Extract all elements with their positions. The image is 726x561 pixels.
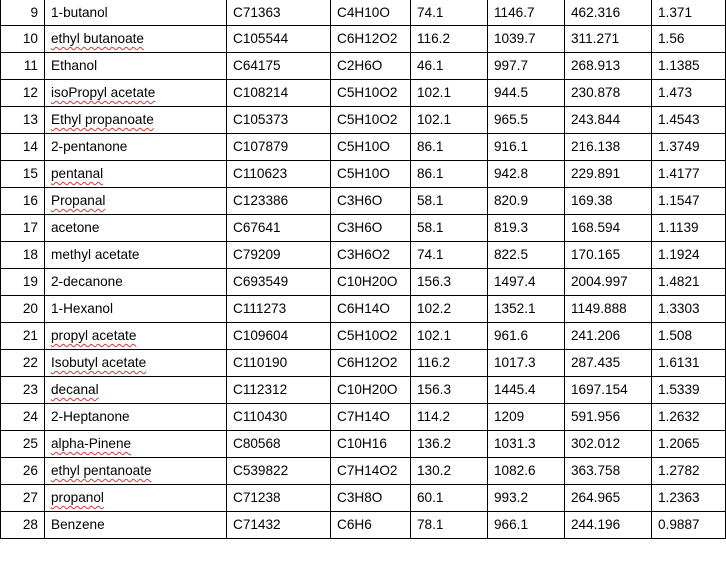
- cell-row-number[interactable]: 26: [1, 457, 45, 484]
- cell-drift-time[interactable]: 1.2363: [652, 484, 726, 511]
- cell-formula[interactable]: C10H20O: [331, 376, 411, 403]
- cell-compound-name[interactable]: [45, 322, 227, 349]
- cell-molecular-weight[interactable]: 102.1: [411, 106, 488, 133]
- cell-compound-name[interactable]: [45, 376, 227, 403]
- cell-cas-number[interactable]: C111273: [227, 295, 331, 322]
- compound-name-text: 2-Heptanone: [51, 409, 130, 424]
- table-row: [1, 349, 726, 376]
- cell-cas-number[interactable]: C110623: [227, 160, 331, 187]
- compound-name-text: acetone: [51, 220, 100, 235]
- cell-drift-time[interactable]: 1.56: [652, 25, 726, 52]
- cell-drift-time[interactable]: 1.1139: [652, 214, 726, 241]
- cell-retention-time[interactable]: 268.913: [565, 52, 652, 79]
- cell-drift-time[interactable]: 1.508: [652, 322, 726, 349]
- cell-formula[interactable]: C6H6: [331, 511, 411, 538]
- compound-name-text: Benzene: [51, 517, 105, 532]
- cell-molecular-weight[interactable]: 86.1: [411, 160, 488, 187]
- table-row: [1, 0, 726, 25]
- table-row: [1, 106, 726, 133]
- cell-cas-number[interactable]: C110430: [227, 403, 331, 430]
- compound-name-text: propyl acetate: [51, 328, 137, 343]
- cell-drift-time[interactable]: 1.5339: [652, 376, 726, 403]
- cell-molecular-weight[interactable]: 60.1: [411, 484, 488, 511]
- cell-formula[interactable]: C3H6O: [331, 214, 411, 241]
- cell-retention-index[interactable]: 1039.7: [488, 25, 565, 52]
- cell-row-number[interactable]: 9: [1, 0, 45, 25]
- cell-retention-time[interactable]: 287.435: [565, 349, 652, 376]
- cell-row-number[interactable]: 20: [1, 295, 45, 322]
- cell-cas-number[interactable]: C107879: [227, 133, 331, 160]
- cell-compound-name[interactable]: [45, 268, 227, 295]
- cell-molecular-weight[interactable]: 102.2: [411, 295, 488, 322]
- cell-cas-number[interactable]: C71363: [227, 0, 331, 25]
- compound-name-text: Ethyl propanoate: [51, 112, 154, 127]
- cell-retention-time[interactable]: 264.965: [565, 484, 652, 511]
- cell-drift-time[interactable]: 1.4177: [652, 160, 726, 187]
- table-row: [1, 511, 726, 538]
- compound-name-text: ethyl butanoate: [51, 31, 144, 46]
- cell-row-number[interactable]: 11: [1, 52, 45, 79]
- cell-row-number[interactable]: 10: [1, 25, 45, 52]
- cell-retention-time[interactable]: 241.206: [565, 322, 652, 349]
- cell-drift-time[interactable]: 1.2632: [652, 403, 726, 430]
- table-row: [1, 430, 726, 457]
- cell-row-number[interactable]: 13: [1, 106, 45, 133]
- table-row: [1, 268, 726, 295]
- cell-molecular-weight[interactable]: 136.2: [411, 430, 488, 457]
- table-body: [1, 0, 726, 538]
- cell-cas-number[interactable]: C105544: [227, 25, 331, 52]
- compound-name-text: ethyl pentanoate: [51, 463, 152, 478]
- cell-compound-name[interactable]: [45, 484, 227, 511]
- cell-retention-index[interactable]: 965.5: [488, 106, 565, 133]
- compound-name-text: 2-pentanone: [51, 139, 128, 154]
- cell-molecular-weight[interactable]: 102.1: [411, 322, 488, 349]
- cell-retention-time[interactable]: 363.758: [565, 457, 652, 484]
- compound-name-text: 1-Hexanol: [51, 301, 113, 316]
- cell-retention-index[interactable]: 944.5: [488, 79, 565, 106]
- cell-row-number[interactable]: 17: [1, 214, 45, 241]
- table-row: [1, 214, 726, 241]
- cell-retention-time[interactable]: 1697.154: [565, 376, 652, 403]
- cell-formula[interactable]: C7H14O2: [331, 457, 411, 484]
- cell-retention-time[interactable]: 216.138: [565, 133, 652, 160]
- cell-retention-index[interactable]: 1082.6: [488, 457, 565, 484]
- cell-compound-name[interactable]: [45, 430, 227, 457]
- cell-formula[interactable]: C2H6O: [331, 52, 411, 79]
- cell-cas-number[interactable]: C67641: [227, 214, 331, 241]
- cell-drift-time[interactable]: 1.6131: [652, 349, 726, 376]
- cell-formula[interactable]: C5H10O2: [331, 106, 411, 133]
- cell-formula[interactable]: C5H10O2: [331, 79, 411, 106]
- cell-retention-index[interactable]: 916.1: [488, 133, 565, 160]
- cell-drift-time[interactable]: 1.1924: [652, 241, 726, 268]
- cell-compound-name[interactable]: [45, 160, 227, 187]
- cell-retention-index[interactable]: 993.2: [488, 484, 565, 511]
- cell-compound-name[interactable]: [45, 187, 227, 214]
- cell-retention-index[interactable]: 961.6: [488, 322, 565, 349]
- cell-retention-index[interactable]: 1497.4: [488, 268, 565, 295]
- cell-row-number[interactable]: 14: [1, 133, 45, 160]
- cell-compound-name[interactable]: [45, 295, 227, 322]
- cell-molecular-weight[interactable]: 58.1: [411, 187, 488, 214]
- cell-compound-name[interactable]: [45, 25, 227, 52]
- cell-molecular-weight[interactable]: 46.1: [411, 52, 488, 79]
- cell-cas-number[interactable]: C693549: [227, 268, 331, 295]
- cell-retention-time[interactable]: 244.196: [565, 511, 652, 538]
- cell-formula[interactable]: C10H20O: [331, 268, 411, 295]
- table-row: [1, 403, 726, 430]
- table-row: [1, 484, 726, 511]
- cell-drift-time[interactable]: 1.1385: [652, 52, 726, 79]
- cell-retention-time[interactable]: 591.956: [565, 403, 652, 430]
- cell-retention-index[interactable]: 820.9: [488, 187, 565, 214]
- cell-drift-time[interactable]: 1.4821: [652, 268, 726, 295]
- cell-formula[interactable]: C7H14O: [331, 403, 411, 430]
- cell-formula[interactable]: C6H12O2: [331, 349, 411, 376]
- cell-formula[interactable]: C4H10O: [331, 0, 411, 25]
- cell-retention-index[interactable]: 1017.3: [488, 349, 565, 376]
- cell-cas-number[interactable]: C71238: [227, 484, 331, 511]
- cell-formula[interactable]: C5H10O: [331, 133, 411, 160]
- cell-drift-time[interactable]: 1.4543: [652, 106, 726, 133]
- cell-compound-name[interactable]: [45, 403, 227, 430]
- cell-cas-number[interactable]: C108214: [227, 79, 331, 106]
- table-row: [1, 376, 726, 403]
- cell-retention-time[interactable]: 1149.888: [565, 295, 652, 322]
- table-row: [1, 52, 726, 79]
- table-row: [1, 25, 726, 52]
- cell-retention-time[interactable]: 311.271: [565, 25, 652, 52]
- compound-name-text: 1-butanol: [51, 4, 108, 20]
- cell-row-number[interactable]: 25: [1, 430, 45, 457]
- table-row: [1, 241, 726, 268]
- cell-row-number[interactable]: 19: [1, 268, 45, 295]
- cell-retention-time[interactable]: 168.594: [565, 214, 652, 241]
- cell-retention-index[interactable]: 1445.4: [488, 376, 565, 403]
- table-row: [1, 187, 726, 214]
- cell-cas-number[interactable]: C112312: [227, 376, 331, 403]
- cell-row-number[interactable]: 22: [1, 349, 45, 376]
- cell-drift-time[interactable]: 1.2782: [652, 457, 726, 484]
- cell-retention-index[interactable]: 1031.3: [488, 430, 565, 457]
- cell-retention-index[interactable]: 1352.1: [488, 295, 565, 322]
- cell-cas-number[interactable]: C64175: [227, 52, 331, 79]
- cell-cas-number[interactable]: C105373: [227, 106, 331, 133]
- cell-compound-name[interactable]: [45, 79, 227, 106]
- cell-cas-number[interactable]: C71432: [227, 511, 331, 538]
- cell-formula[interactable]: C3H6O2: [331, 241, 411, 268]
- cell-compound-name[interactable]: [45, 511, 227, 538]
- table-row: [1, 295, 726, 322]
- compound-name-text: 2-decanone: [51, 274, 123, 289]
- cell-retention-time[interactable]: 169.38: [565, 187, 652, 214]
- cell-row-number[interactable]: 18: [1, 241, 45, 268]
- compound-name-text: methyl acetate: [51, 247, 140, 262]
- cell-formula[interactable]: C6H12O2: [331, 25, 411, 52]
- cell-compound-name[interactable]: [45, 214, 227, 241]
- cell-retention-index[interactable]: 822.5: [488, 241, 565, 268]
- cell-cas-number[interactable]: C79209: [227, 241, 331, 268]
- compound-name-text: Isobutyl acetate: [51, 355, 147, 370]
- table-row: [1, 79, 726, 106]
- cell-molecular-weight[interactable]: 74.1: [411, 0, 488, 25]
- cell-retention-index[interactable]: 942.8: [488, 160, 565, 187]
- cell-compound-name[interactable]: [45, 106, 227, 133]
- cell-compound-name[interactable]: [45, 133, 227, 160]
- cell-molecular-weight[interactable]: 102.1: [411, 79, 488, 106]
- compound-name-text: propanol: [51, 490, 104, 505]
- cell-cas-number[interactable]: C80568: [227, 430, 331, 457]
- cell-retention-time[interactable]: 302.012: [565, 430, 652, 457]
- table-row: [1, 160, 726, 187]
- cell-compound-name[interactable]: [45, 52, 227, 79]
- cell-retention-index[interactable]: 997.7: [488, 52, 565, 79]
- cell-compound-name[interactable]: [45, 457, 227, 484]
- cell-retention-index[interactable]: 1146.7: [488, 0, 565, 25]
- cell-row-number[interactable]: 24: [1, 403, 45, 430]
- table-row: [1, 133, 726, 160]
- cell-formula[interactable]: C10H16: [331, 430, 411, 457]
- table-row: [1, 322, 726, 349]
- cell-retention-index[interactable]: 1209: [488, 403, 565, 430]
- cell-retention-time[interactable]: 2004.997: [565, 268, 652, 295]
- cell-molecular-weight[interactable]: 116.2: [411, 349, 488, 376]
- cell-drift-time[interactable]: 1.3749: [652, 133, 726, 160]
- cell-formula[interactable]: C5H10O2: [331, 322, 411, 349]
- cell-drift-time[interactable]: 0.9887: [652, 511, 726, 538]
- cell-retention-time[interactable]: 170.165: [565, 241, 652, 268]
- cell-molecular-weight[interactable]: 74.1: [411, 241, 488, 268]
- cell-formula[interactable]: C3H8O: [331, 484, 411, 511]
- cell-cas-number[interactable]: C109604: [227, 322, 331, 349]
- cell-compound-name[interactable]: [45, 0, 227, 25]
- cell-drift-time[interactable]: 1.371: [652, 0, 726, 25]
- cell-molecular-weight[interactable]: 114.2: [411, 403, 488, 430]
- cell-molecular-weight[interactable]: 156.3: [411, 376, 488, 403]
- cell-drift-time[interactable]: 1.3303: [652, 295, 726, 322]
- cell-formula[interactable]: C6H14O: [331, 295, 411, 322]
- compound-name-text: pentanal: [51, 166, 104, 181]
- cell-cas-number[interactable]: C110190: [227, 349, 331, 376]
- cell-cas-number[interactable]: C539822: [227, 457, 331, 484]
- cell-cas-number[interactable]: C123386: [227, 187, 331, 214]
- cell-row-number[interactable]: 21: [1, 322, 45, 349]
- cell-row-number[interactable]: 12: [1, 79, 45, 106]
- cell-retention-index[interactable]: 819.3: [488, 214, 565, 241]
- compound-name-text: alpha-Pinene: [51, 436, 132, 451]
- compound-name-text: isoPropyl acetate: [51, 85, 156, 100]
- cell-formula[interactable]: C5H10O: [331, 160, 411, 187]
- cell-row-number[interactable]: 27: [1, 484, 45, 511]
- cell-row-number[interactable]: 23: [1, 376, 45, 403]
- cell-retention-time[interactable]: 229.891: [565, 160, 652, 187]
- compound-name-text: Ethanol: [51, 58, 98, 73]
- cell-molecular-weight[interactable]: 58.1: [411, 214, 488, 241]
- cell-retention-index[interactable]: 966.1: [488, 511, 565, 538]
- compound-name-text: decanal: [51, 382, 99, 397]
- table-row: [1, 457, 726, 484]
- cell-row-number[interactable]: 16: [1, 187, 45, 214]
- compound-name-text: Propanal: [51, 193, 106, 208]
- cell-row-number[interactable]: 28: [1, 511, 45, 538]
- cell-compound-name[interactable]: [45, 349, 227, 376]
- cell-drift-time[interactable]: 1.473: [652, 79, 726, 106]
- cell-drift-time[interactable]: 1.2065: [652, 430, 726, 457]
- cell-retention-time[interactable]: 462.316: [565, 0, 652, 25]
- cell-formula[interactable]: C3H6O: [331, 187, 411, 214]
- cell-molecular-weight[interactable]: 116.2: [411, 25, 488, 52]
- cell-row-number[interactable]: 15: [1, 160, 45, 187]
- cell-retention-time[interactable]: 230.878: [565, 79, 652, 106]
- cell-molecular-weight[interactable]: 130.2: [411, 457, 488, 484]
- cell-molecular-weight[interactable]: 78.1: [411, 511, 488, 538]
- cell-drift-time[interactable]: 1.1547: [652, 187, 726, 214]
- cell-retention-time[interactable]: 243.844: [565, 106, 652, 133]
- cell-molecular-weight[interactable]: 156.3: [411, 268, 488, 295]
- cell-compound-name[interactable]: [45, 241, 227, 268]
- cell-molecular-weight[interactable]: 86.1: [411, 133, 488, 160]
